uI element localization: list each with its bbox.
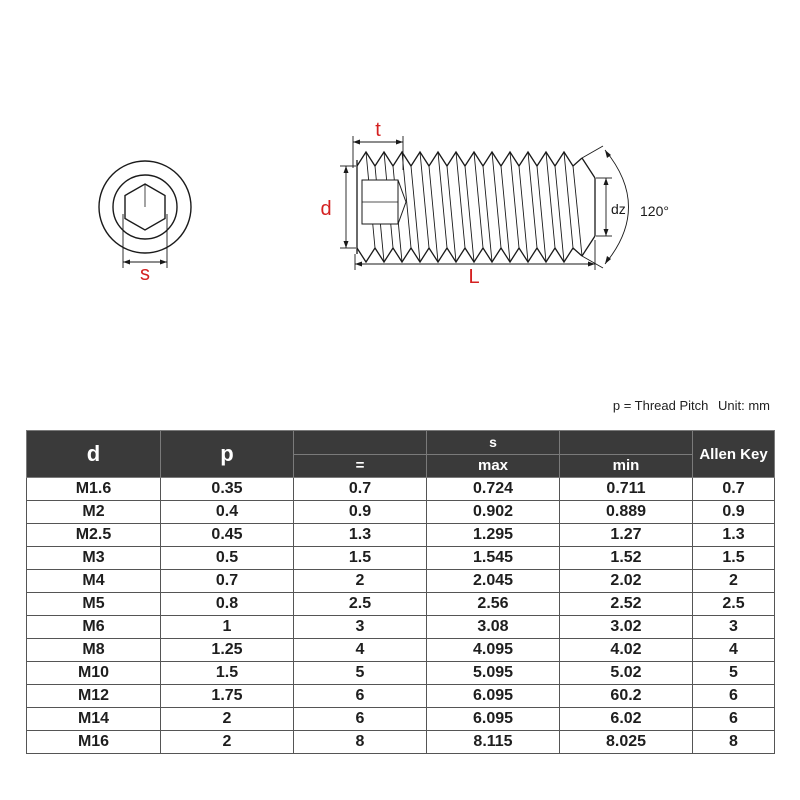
cell-size: M16 <box>27 731 161 754</box>
cell-s-min: 60.2 <box>560 685 693 708</box>
table-row <box>27 616 775 639</box>
d-dimension <box>340 166 356 248</box>
table-row <box>27 547 775 570</box>
cell-size: M6 <box>27 616 161 639</box>
angle-label: 120° <box>640 203 669 219</box>
cell-s-nominal: 2 <box>294 570 427 593</box>
cell-allen-key: 4 <box>693 639 775 662</box>
cell-size: M14 <box>27 708 161 731</box>
cell-s-nominal: 2.5 <box>294 593 427 616</box>
cell-allen-key: 8 <box>693 731 775 754</box>
cell-pitch: 0.45 <box>161 524 294 547</box>
cell-s-max: 3.08 <box>427 616 560 639</box>
header-blank-left <box>294 431 427 455</box>
header-max: max <box>427 454 560 478</box>
cell-s-max: 5.095 <box>427 662 560 685</box>
cell-s-max: 0.902 <box>427 501 560 524</box>
cell-pitch: 2 <box>161 708 294 731</box>
header-p: p <box>161 431 294 478</box>
table-row <box>27 593 775 616</box>
thread-top <box>357 152 582 166</box>
cell-pitch: 1.25 <box>161 639 294 662</box>
cell-pitch: 0.7 <box>161 570 294 593</box>
s-arrow-left <box>123 260 130 265</box>
cell-allen-key: 3 <box>693 616 775 639</box>
cell-s-max: 0.724 <box>427 478 560 501</box>
cell-s-nominal: 0.9 <box>294 501 427 524</box>
cell-s-max: 6.095 <box>427 685 560 708</box>
cell-s-nominal: 5 <box>294 662 427 685</box>
table-row <box>27 708 775 731</box>
cell-s-min: 2.52 <box>560 593 693 616</box>
table-row <box>27 685 775 708</box>
cell-s-min: 2.02 <box>560 570 693 593</box>
cell-s-max: 1.545 <box>427 547 560 570</box>
cell-s-min: 0.711 <box>560 478 693 501</box>
socket-cone-bottom <box>398 202 406 224</box>
cell-s-nominal: 6 <box>294 685 427 708</box>
table-row <box>27 501 775 524</box>
cell-pitch: 1 <box>161 616 294 639</box>
table-row <box>27 639 775 662</box>
cell-s-max: 2.56 <box>427 593 560 616</box>
t-dimension <box>353 136 403 170</box>
end-view <box>99 161 191 268</box>
unit-note: Unit: mm <box>718 398 770 413</box>
s-arrow-right <box>160 260 167 265</box>
cell-s-nominal: 8 <box>294 731 427 754</box>
L-label: L <box>468 266 480 288</box>
t-label: t <box>375 119 381 141</box>
cell-pitch: 0.8 <box>161 593 294 616</box>
cell-size: M12 <box>27 685 161 708</box>
cell-allen-key: 2 <box>693 570 775 593</box>
cell-allen-key: 2.5 <box>693 593 775 616</box>
cell-pitch: 0.35 <box>161 478 294 501</box>
cell-s-nominal: 4 <box>294 639 427 662</box>
cell-s-max: 1.295 <box>427 524 560 547</box>
header-d: d <box>27 431 161 478</box>
cell-size: M3 <box>27 547 161 570</box>
header-eq: = <box>294 454 427 478</box>
cell-allen-key: 1.3 <box>693 524 775 547</box>
table-row <box>27 478 775 501</box>
cell-size: M2.5 <box>27 524 161 547</box>
cell-s-nominal: 3 <box>294 616 427 639</box>
header-min: min <box>560 454 693 478</box>
cell-size: M2 <box>27 501 161 524</box>
cell-s-min: 0.889 <box>560 501 693 524</box>
units-note <box>613 398 770 413</box>
cell-pitch: 0.4 <box>161 501 294 524</box>
dz-dimension <box>596 178 612 236</box>
cell-size: M1.6 <box>27 478 161 501</box>
cone-lower <box>582 236 595 256</box>
cell-pitch: 2 <box>161 731 294 754</box>
table-row <box>27 731 775 754</box>
cell-s-nominal: 1.3 <box>294 524 427 547</box>
s-label: s <box>140 263 150 285</box>
cell-s-max: 2.045 <box>427 570 560 593</box>
side-view <box>357 152 595 262</box>
cell-s-nominal: 1.5 <box>294 547 427 570</box>
dz-label: dz <box>611 201 626 217</box>
cell-s-nominal: 0.7 <box>294 478 427 501</box>
cell-s-min: 1.27 <box>560 524 693 547</box>
cell-s-min: 1.52 <box>560 547 693 570</box>
cell-allen-key: 5 <box>693 662 775 685</box>
spec-table <box>26 430 775 754</box>
cell-allen-key: 0.7 <box>693 478 775 501</box>
header-allen-key: Allen Key <box>693 431 775 478</box>
header-s: s <box>427 431 560 455</box>
cell-size: M8 <box>27 639 161 662</box>
cell-allen-key: 6 <box>693 708 775 731</box>
cell-s-max: 4.095 <box>427 639 560 662</box>
cell-size: M4 <box>27 570 161 593</box>
spec-table-body <box>27 478 775 754</box>
header-blank-right <box>560 431 693 455</box>
cell-pitch: 1.5 <box>161 662 294 685</box>
cell-pitch: 0.5 <box>161 547 294 570</box>
cell-allen-key: 0.9 <box>693 501 775 524</box>
cell-s-min: 5.02 <box>560 662 693 685</box>
d-label: d <box>320 198 332 220</box>
cell-size: M5 <box>27 593 161 616</box>
cell-allen-key: 1.5 <box>693 547 775 570</box>
table-row <box>27 570 775 593</box>
cell-s-max: 8.115 <box>427 731 560 754</box>
cell-s-min: 6.02 <box>560 708 693 731</box>
cell-s-nominal: 6 <box>294 708 427 731</box>
table-row <box>27 662 775 685</box>
cell-pitch: 1.75 <box>161 685 294 708</box>
table-row <box>27 524 775 547</box>
cone-upper <box>582 158 595 178</box>
cell-s-min: 8.025 <box>560 731 693 754</box>
cell-size: M10 <box>27 662 161 685</box>
cell-s-max: 6.095 <box>427 708 560 731</box>
thread-bottom <box>357 248 582 262</box>
cell-allen-key: 6 <box>693 685 775 708</box>
cell-s-min: 3.02 <box>560 616 693 639</box>
pitch-note: p = Thread Pitch <box>612 398 709 413</box>
cell-s-min: 4.02 <box>560 639 693 662</box>
